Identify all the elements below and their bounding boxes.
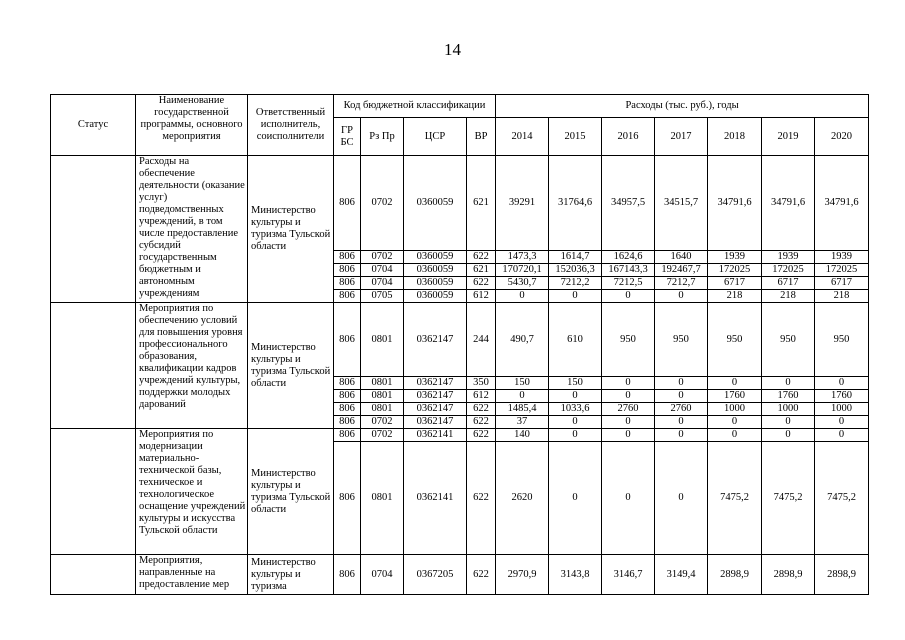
expense-value-cell: 1000 [708, 403, 762, 416]
grbs-cell: 806 [334, 416, 361, 429]
table-row [51, 429, 869, 442]
expense-value-cell: 0 [496, 390, 549, 403]
expense-value-cell: 1939 [815, 251, 869, 264]
header-expenses: Расходы (тыс. руб.), годы [496, 95, 869, 118]
expense-value-cell: 1614,7 [549, 251, 602, 264]
expense-value-cell: 0 [655, 442, 708, 555]
header-year: 2019 [762, 118, 815, 156]
header-year: 2017 [655, 118, 708, 156]
expense-value-cell: 1640 [655, 251, 708, 264]
header-year: 2015 [549, 118, 602, 156]
header-vr: ВР [467, 118, 496, 156]
expense-value-cell: 0 [549, 429, 602, 442]
program-name-cell: Мероприятия по модернизации материально-технической базы, техническое и технологическое оснащение учреждений культуры и искусства Тульской области [136, 429, 248, 555]
expense-value-cell: 2898,9 [815, 555, 869, 595]
expense-value-cell: 2760 [655, 403, 708, 416]
csr-cell: 0362141 [404, 442, 467, 555]
expense-value-cell: 3143,8 [549, 555, 602, 595]
table-row [51, 303, 869, 377]
expense-value-cell: 1473,3 [496, 251, 549, 264]
expense-value-cell: 218 [708, 290, 762, 303]
expense-value-cell: 0 [602, 290, 655, 303]
status-cell [51, 156, 136, 303]
expense-value-cell: 1939 [762, 251, 815, 264]
rzpr-cell: 0801 [361, 390, 404, 403]
vr-cell: 622 [467, 555, 496, 595]
expense-value-cell: 34515,7 [655, 156, 708, 251]
executor-cell: Министерство культуры и туризма [248, 555, 334, 595]
expense-value-cell: 34957,5 [602, 156, 655, 251]
csr-cell: 0360059 [404, 264, 467, 277]
expense-value-cell: 7212,2 [549, 277, 602, 290]
status-cell [51, 555, 136, 595]
expense-value-cell: 1760 [762, 390, 815, 403]
expense-value-cell: 950 [762, 303, 815, 377]
expense-value-cell: 0 [549, 416, 602, 429]
expense-value-cell: 0 [549, 290, 602, 303]
expense-value-cell: 950 [655, 303, 708, 377]
expense-value-cell: 172025 [762, 264, 815, 277]
program-name-cell: Мероприятия, направленные на предоставление мер [136, 555, 248, 595]
expense-value-cell: 0 [655, 416, 708, 429]
expense-value-cell: 0 [655, 377, 708, 390]
expense-value-cell: 0 [762, 416, 815, 429]
expense-value-cell: 7475,2 [815, 442, 869, 555]
expense-value-cell: 152036,3 [549, 264, 602, 277]
expense-value-cell: 0 [549, 390, 602, 403]
program-name-cell: Расходы на обеспечение деятельности (оказание услуг) подведомственных учреждений, в том числе предоставление субсидий государственным бюджетным и автономным учреждениям [136, 156, 248, 303]
vr-cell: 622 [467, 277, 496, 290]
grbs-cell: 806 [334, 390, 361, 403]
grbs-cell: 806 [334, 290, 361, 303]
grbs-cell: 806 [334, 429, 361, 442]
csr-cell: 0362147 [404, 377, 467, 390]
program-name-cell: Мероприятия по обеспечению условий для повышения уровня профессионального образования, квалификации кадров учреждений культуры, поддержки молодых дарований [136, 303, 248, 429]
rzpr-cell: 0702 [361, 416, 404, 429]
expense-value-cell: 2898,9 [708, 555, 762, 595]
expense-value-cell: 140 [496, 429, 549, 442]
rzpr-cell: 0801 [361, 377, 404, 390]
header-status: Статус [51, 95, 136, 156]
grbs-cell: 806 [334, 156, 361, 251]
expense-value-cell: 0 [815, 416, 869, 429]
header-grbs: ГР БС [334, 118, 361, 156]
vr-cell: 622 [467, 251, 496, 264]
expense-value-cell: 34791,6 [815, 156, 869, 251]
expense-value-cell: 0 [655, 429, 708, 442]
expense-value-cell: 0 [708, 377, 762, 390]
csr-cell: 0362141 [404, 429, 467, 442]
expense-value-cell: 6717 [708, 277, 762, 290]
rzpr-cell: 0704 [361, 264, 404, 277]
header-year: 2014 [496, 118, 549, 156]
expense-value-cell: 0 [762, 377, 815, 390]
expense-value-cell: 0 [602, 416, 655, 429]
expense-value-cell: 0 [655, 390, 708, 403]
status-cell [51, 429, 136, 555]
rzpr-cell: 0705 [361, 290, 404, 303]
grbs-cell: 806 [334, 377, 361, 390]
expense-value-cell: 7212,7 [655, 277, 708, 290]
csr-cell: 0360059 [404, 156, 467, 251]
expense-value-cell: 1939 [708, 251, 762, 264]
expense-value-cell: 2898,9 [762, 555, 815, 595]
csr-cell: 0362147 [404, 403, 467, 416]
expense-value-cell: 6717 [762, 277, 815, 290]
expense-value-cell: 950 [708, 303, 762, 377]
expense-value-cell: 0 [602, 442, 655, 555]
header-year: 2016 [602, 118, 655, 156]
expense-value-cell: 950 [602, 303, 655, 377]
expense-value-cell: 172025 [815, 264, 869, 277]
expense-value-cell: 3146,7 [602, 555, 655, 595]
rzpr-cell: 0801 [361, 403, 404, 416]
header-rzpr: Рз Пр [361, 118, 404, 156]
status-cell [51, 303, 136, 429]
header-name: Наименование государственной программы, основного мероприятия [136, 95, 248, 156]
expense-value-cell: 2620 [496, 442, 549, 555]
expense-value-cell: 7212,5 [602, 277, 655, 290]
grbs-cell: 806 [334, 264, 361, 277]
csr-cell: 0362147 [404, 303, 467, 377]
expense-value-cell: 37 [496, 416, 549, 429]
expense-value-cell: 150 [549, 377, 602, 390]
expense-value-cell: 2760 [602, 403, 655, 416]
expense-value-cell: 1033,6 [549, 403, 602, 416]
expense-value-cell: 0 [815, 377, 869, 390]
page-number: 14 [444, 40, 461, 59]
expense-value-cell: 0 [496, 290, 549, 303]
header-row-top [51, 95, 869, 118]
expense-value-cell: 150 [496, 377, 549, 390]
expense-value-cell: 34791,6 [762, 156, 815, 251]
budget-table [50, 94, 869, 595]
expense-value-cell: 1000 [762, 403, 815, 416]
csr-cell: 0360059 [404, 251, 467, 264]
header-budget-code: Код бюджетной классификации [334, 95, 496, 118]
vr-cell: 622 [467, 429, 496, 442]
grbs-cell: 806 [334, 303, 361, 377]
expense-value-cell: 1485,4 [496, 403, 549, 416]
executor-cell: Министерство культуры и туризма Тульской области [248, 303, 334, 429]
rzpr-cell: 0801 [361, 303, 404, 377]
expense-value-cell: 610 [549, 303, 602, 377]
grbs-cell: 806 [334, 555, 361, 595]
csr-cell: 0362147 [404, 390, 467, 403]
vr-cell: 622 [467, 442, 496, 555]
expense-value-cell: 0 [762, 429, 815, 442]
expense-value-cell: 7475,2 [708, 442, 762, 555]
vr-cell: 621 [467, 264, 496, 277]
table-row [51, 156, 869, 251]
rzpr-cell: 0704 [361, 277, 404, 290]
executor-cell: Министерство культуры и туризма Тульской области [248, 156, 334, 303]
header-csr: ЦСР [404, 118, 467, 156]
expense-value-cell: 490,7 [496, 303, 549, 377]
expense-value-cell: 7475,2 [762, 442, 815, 555]
expense-value-cell: 0 [815, 429, 869, 442]
expense-value-cell: 2970,9 [496, 555, 549, 595]
expense-value-cell: 31764,6 [549, 156, 602, 251]
vr-cell: 612 [467, 390, 496, 403]
expense-value-cell: 218 [815, 290, 869, 303]
expense-value-cell: 6717 [815, 277, 869, 290]
expense-value-cell: 170720,1 [496, 264, 549, 277]
expense-value-cell: 172025 [708, 264, 762, 277]
header-executor: Ответственный исполнитель, соисполнители [248, 95, 334, 156]
header-year: 2018 [708, 118, 762, 156]
csr-cell: 0367205 [404, 555, 467, 595]
expense-value-cell: 0 [602, 377, 655, 390]
vr-cell: 350 [467, 377, 496, 390]
grbs-cell: 806 [334, 442, 361, 555]
expense-value-cell: 1760 [815, 390, 869, 403]
rzpr-cell: 0702 [361, 156, 404, 251]
vr-cell: 621 [467, 156, 496, 251]
expense-value-cell: 218 [762, 290, 815, 303]
vr-cell: 622 [467, 403, 496, 416]
expense-value-cell: 1000 [815, 403, 869, 416]
expense-value-cell: 167143,3 [602, 264, 655, 277]
csr-cell: 0360059 [404, 290, 467, 303]
vr-cell: 244 [467, 303, 496, 377]
table-row [51, 555, 869, 595]
grbs-cell: 806 [334, 277, 361, 290]
expense-value-cell: 1624,6 [602, 251, 655, 264]
rzpr-cell: 0702 [361, 251, 404, 264]
expense-value-cell: 950 [815, 303, 869, 377]
rzpr-cell: 0801 [361, 442, 404, 555]
expense-value-cell: 34791,6 [708, 156, 762, 251]
expense-value-cell: 0 [602, 429, 655, 442]
vr-cell: 612 [467, 290, 496, 303]
expense-value-cell: 0 [708, 429, 762, 442]
grbs-cell: 806 [334, 403, 361, 416]
csr-cell: 0362147 [404, 416, 467, 429]
vr-cell: 622 [467, 416, 496, 429]
expense-value-cell: 0 [549, 442, 602, 555]
grbs-cell: 806 [334, 251, 361, 264]
csr-cell: 0360059 [404, 277, 467, 290]
executor-cell: Министерство культуры и туризма Тульской области [248, 429, 334, 555]
expense-value-cell: 39291 [496, 156, 549, 251]
expense-value-cell: 192467,7 [655, 264, 708, 277]
expense-value-cell: 3149,4 [655, 555, 708, 595]
rzpr-cell: 0704 [361, 555, 404, 595]
expense-value-cell: 0 [602, 390, 655, 403]
rzpr-cell: 0702 [361, 429, 404, 442]
expense-value-cell: 0 [708, 416, 762, 429]
expense-value-cell: 5430,7 [496, 277, 549, 290]
header-year: 2020 [815, 118, 869, 156]
expense-value-cell: 1760 [708, 390, 762, 403]
expense-value-cell: 0 [655, 290, 708, 303]
